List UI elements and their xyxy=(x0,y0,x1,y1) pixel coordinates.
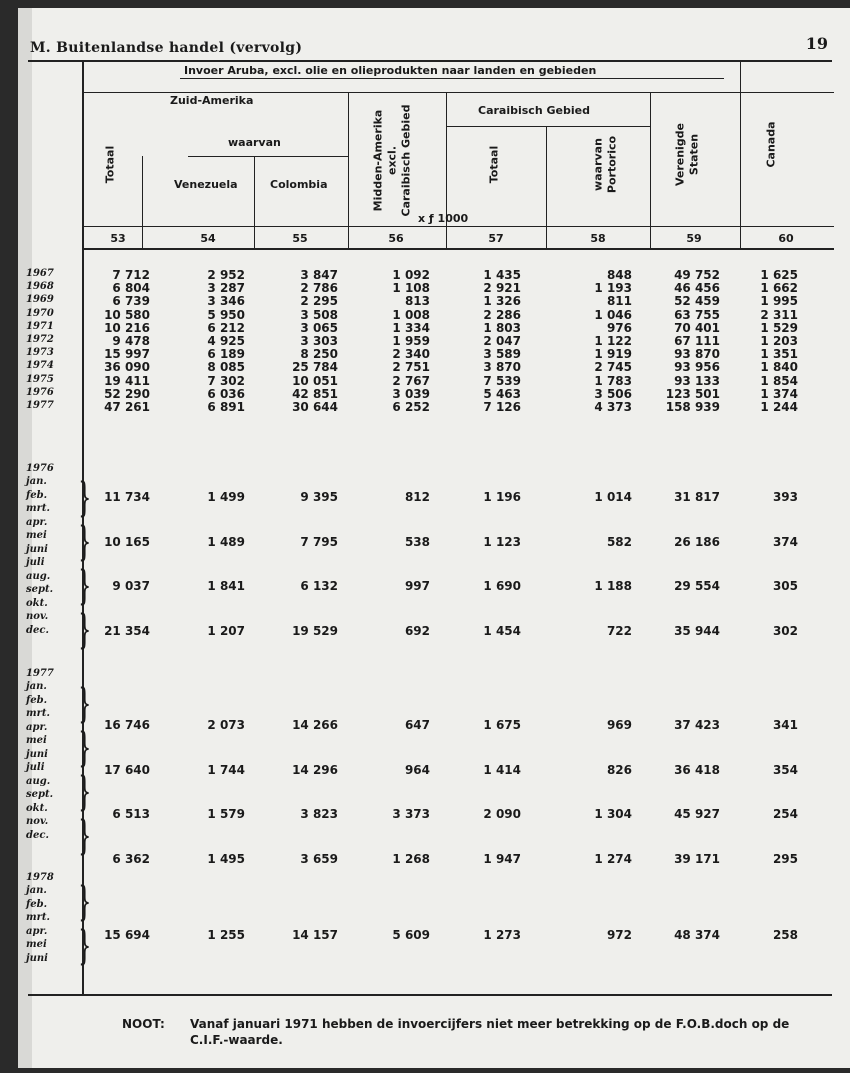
table-cell: 1 274 xyxy=(594,851,632,866)
table-cell: 9 037 xyxy=(112,579,150,593)
section-title: M. Buitenlandse handel (vervolg) xyxy=(30,40,303,56)
table-cell: 848 xyxy=(606,268,632,282)
table-cell: 1 268 xyxy=(392,851,430,866)
month-label: feb. xyxy=(26,898,48,910)
col-60-header: Canada xyxy=(764,121,778,168)
month-label: mei xyxy=(26,735,47,746)
table-cell: 1 529 xyxy=(760,320,798,335)
table-cell: 67 111 xyxy=(674,334,720,348)
col-56-header-line2: excl. xyxy=(385,145,399,176)
month-label: okt. xyxy=(26,597,48,609)
group-caraibisch: Caraibisch Gebied xyxy=(478,104,590,117)
table-cell: 1 207 xyxy=(207,623,245,638)
col-58-header-line2: Portorico xyxy=(605,135,619,194)
month-label: nov. xyxy=(26,816,49,827)
table-cell: 2 786 xyxy=(300,281,338,296)
table-cell: 6 804 xyxy=(112,281,150,296)
grouping-brace: } xyxy=(78,769,92,815)
table-cell: 8 085 xyxy=(207,360,245,375)
col-59-header-line1: Verenigde xyxy=(673,122,687,187)
table-cell: 158 939 xyxy=(665,400,720,414)
year-label: 1971 xyxy=(26,320,54,332)
table-cell: 16 746 xyxy=(104,718,150,732)
month-label: apr. xyxy=(26,721,48,733)
carib-group-rule xyxy=(446,126,650,127)
unit-rule xyxy=(84,226,834,227)
table-cell: 3 039 xyxy=(392,386,430,401)
col-divider-58 xyxy=(650,92,651,250)
table-cell: 5 950 xyxy=(207,307,245,322)
table-cell: 2 745 xyxy=(594,360,632,375)
table-cell: 6 132 xyxy=(300,579,338,593)
table-cell: 3 346 xyxy=(207,294,245,309)
table-cell: 7 539 xyxy=(483,373,521,388)
grouping-brace: } xyxy=(78,813,92,859)
table-cell: 15 997 xyxy=(104,347,150,362)
table-cell: 538 xyxy=(404,534,430,549)
month-label: dec. xyxy=(26,829,49,841)
table-cell: 1 244 xyxy=(760,400,798,414)
table-cell: 29 554 xyxy=(674,579,720,593)
unit-label: x ƒ 1000 xyxy=(418,212,469,225)
year-label: 1973 xyxy=(26,347,54,359)
table-cell: 3 373 xyxy=(392,807,430,821)
col-divider-57 xyxy=(546,126,547,250)
year-label-1976: 1976 xyxy=(26,463,54,474)
table-cell: 1 193 xyxy=(594,281,632,296)
table-cell: 123 501 xyxy=(665,386,720,401)
table-cell: 5 609 xyxy=(392,928,430,942)
month-label: apr. xyxy=(26,516,48,528)
col-56-header-line1: Midden-Amerika xyxy=(371,109,385,212)
table-cell: 26 186 xyxy=(674,534,720,549)
table-cell: 374 xyxy=(772,534,798,549)
table-cell: 1 454 xyxy=(483,623,521,638)
table-cell: 3 506 xyxy=(594,386,632,401)
table-cell: 49 752 xyxy=(674,268,720,282)
grouping-brace: } xyxy=(78,923,92,969)
table-cell: 1 841 xyxy=(207,579,245,593)
table-cell: 647 xyxy=(404,718,430,732)
month-label: nov. xyxy=(26,611,49,622)
table-cell: 341 xyxy=(772,718,798,732)
table-cell: 39 171 xyxy=(674,851,720,866)
table-cell: 1 579 xyxy=(207,807,245,821)
table-cell: 9 395 xyxy=(300,490,338,504)
table-cell: 42 851 xyxy=(292,386,338,401)
month-label: sept. xyxy=(26,789,54,800)
year-label: 1972 xyxy=(26,334,54,345)
col-54-header: Venezuela xyxy=(174,178,238,191)
table-cell: 5 463 xyxy=(483,386,521,401)
month-label: aug. xyxy=(26,570,51,582)
table-cell: 6 252 xyxy=(392,400,430,414)
table-cell: 35 944 xyxy=(674,623,720,638)
table-cell: 1 334 xyxy=(392,320,430,335)
table-cell: 19 411 xyxy=(104,373,150,388)
table-cell: 1 435 xyxy=(483,268,521,282)
waarvan-label: waarvan xyxy=(228,136,281,149)
table-cell: 3 659 xyxy=(300,851,338,866)
table-cell: 45 927 xyxy=(674,807,720,821)
grouping-brace: } xyxy=(78,725,92,771)
month-label: apr. xyxy=(26,925,48,937)
table-cell: 30 644 xyxy=(292,400,338,414)
table-cell: 1 304 xyxy=(594,807,632,821)
column-number: 56 xyxy=(388,232,404,245)
table-cell: 258 xyxy=(772,928,798,942)
table-cell: 11 734 xyxy=(104,490,150,504)
month-label: jan. xyxy=(26,885,47,896)
table-cell: 6 891 xyxy=(207,400,245,414)
month-label: mrt. xyxy=(26,503,50,514)
footnote-label: NOOT: xyxy=(122,1017,165,1031)
year-label: 1974 xyxy=(26,360,54,372)
table-cell: 52 459 xyxy=(674,294,720,309)
table-cell: 1 108 xyxy=(392,281,430,296)
table-cell: 63 755 xyxy=(674,307,720,322)
grouping-brace: } xyxy=(78,879,92,925)
table-cell: 48 374 xyxy=(674,928,720,942)
table-cell: 2 090 xyxy=(483,807,521,821)
col-55-header: Colombia xyxy=(270,178,328,191)
table-cell: 1 188 xyxy=(594,579,632,593)
table-cell: 8 250 xyxy=(300,347,338,362)
table-cell: 1 203 xyxy=(760,334,798,348)
table-cell: 7 795 xyxy=(300,534,338,549)
table-cell: 3 823 xyxy=(300,807,338,821)
column-number: 57 xyxy=(488,232,504,245)
table-cell: 17 640 xyxy=(104,762,150,777)
table-cell: 14 266 xyxy=(292,718,338,732)
table-cell: 14 296 xyxy=(292,762,338,777)
month-label: mrt. xyxy=(26,912,50,923)
table-cell: 21 354 xyxy=(104,623,150,638)
month-label: juli xyxy=(26,557,45,568)
month-label: mei xyxy=(26,939,47,950)
table-cell: 4 373 xyxy=(594,400,632,414)
table-cell: 52 290 xyxy=(104,386,150,401)
table-cell: 997 xyxy=(404,579,430,593)
table-cell: 93 870 xyxy=(674,347,720,362)
col-57-header: Totaal xyxy=(487,145,501,184)
table-cell: 93 956 xyxy=(674,360,720,375)
table-cell: 1 008 xyxy=(392,307,430,322)
year-label: 1967 xyxy=(26,268,54,279)
table-cell: 813 xyxy=(404,294,430,309)
table-cell: 6 189 xyxy=(207,347,245,362)
table-cell: 14 157 xyxy=(292,928,338,942)
table-cell: 3 589 xyxy=(483,347,521,362)
table-cell: 31 817 xyxy=(674,490,720,504)
column-number: 54 xyxy=(200,232,216,245)
year-label: 1968 xyxy=(26,281,54,293)
month-label: mei xyxy=(26,530,47,541)
column-number: 58 xyxy=(590,232,606,245)
title-bottom-rule xyxy=(180,78,724,79)
col-divider-55 xyxy=(348,92,349,250)
table-cell: 1 489 xyxy=(207,534,245,549)
table-cell: 7 126 xyxy=(483,400,521,414)
year-label: 1975 xyxy=(26,373,54,385)
waarvan-rule xyxy=(188,156,348,157)
month-label: jan. xyxy=(26,476,47,487)
table-cell: 6 212 xyxy=(207,320,245,335)
table-cell: 976 xyxy=(606,320,632,335)
table-cell: 1 326 xyxy=(483,294,521,309)
table-cell: 972 xyxy=(606,928,632,942)
column-number: 60 xyxy=(778,232,794,245)
table-cell: 1 273 xyxy=(483,928,521,942)
table-main-title: Invoer Aruba, excl. olie en olieprodukten naar landen en gebieden xyxy=(184,64,597,77)
table-cell: 70 401 xyxy=(674,320,720,335)
year-label: 1977 xyxy=(26,400,54,411)
group-zuid-amerika: Zuid-Amerika xyxy=(170,94,254,107)
table-cell: 2 286 xyxy=(483,307,521,322)
col-divider-56 xyxy=(446,92,447,250)
month-label: juni xyxy=(26,543,48,555)
table-cell: 2 952 xyxy=(207,268,245,282)
table-cell: 1 744 xyxy=(207,762,245,777)
table-cell: 305 xyxy=(772,579,798,593)
table-cell: 1 854 xyxy=(760,373,798,388)
table-bottom-rule xyxy=(28,994,832,996)
table-cell: 1 495 xyxy=(207,851,245,866)
table-cell: 47 261 xyxy=(104,400,150,414)
table-cell: 7 302 xyxy=(207,373,245,388)
table-cell: 36 418 xyxy=(674,762,720,777)
table-cell: 692 xyxy=(404,623,430,638)
table-cell: 1 122 xyxy=(594,334,632,348)
grouping-brace: } xyxy=(78,607,92,653)
table-cell: 1 351 xyxy=(760,347,798,362)
table-cell: 25 784 xyxy=(292,360,338,375)
column-number: 53 xyxy=(110,232,126,245)
table-cell: 1 690 xyxy=(483,579,521,593)
table-cell: 3 287 xyxy=(207,281,245,296)
table-cell: 1 499 xyxy=(207,490,245,504)
table-cell: 93 133 xyxy=(674,373,720,388)
table-cell: 37 423 xyxy=(674,718,720,732)
table-cell: 10 165 xyxy=(104,534,150,549)
table-cell: 6 036 xyxy=(207,386,245,401)
table-cell: 3 065 xyxy=(300,320,338,335)
table-cell: 2 767 xyxy=(392,373,430,388)
footnote-text: Vanaf januari 1971 hebben de invoercijfers niet meer betrekking op de F.O.B.doch op de C.I.F.-waarde. xyxy=(190,1017,790,1047)
table-cell: 1 675 xyxy=(483,718,521,732)
table-cell: 3 847 xyxy=(300,268,338,282)
year-label: 1970 xyxy=(26,307,54,319)
col-divider-54 xyxy=(254,156,255,250)
month-label: aug. xyxy=(26,775,51,787)
table-cell: 1 123 xyxy=(483,534,521,549)
table-cell: 6 362 xyxy=(112,851,150,866)
table-cell: 393 xyxy=(772,490,798,504)
table-cell: 964 xyxy=(404,762,430,777)
table-cell: 354 xyxy=(772,762,798,777)
table-cell: 3 870 xyxy=(483,360,521,375)
grouping-brace: } xyxy=(78,563,92,609)
table-cell: 2 073 xyxy=(207,718,245,732)
table-cell: 46 456 xyxy=(674,281,720,296)
table-cell: 6 513 xyxy=(112,807,150,821)
table-cell: 1 803 xyxy=(483,320,521,335)
month-label: sept. xyxy=(26,584,54,595)
year-label: 1976 xyxy=(26,386,54,398)
colnum-rule xyxy=(84,248,834,250)
table-top-rule xyxy=(28,60,832,62)
table-cell: 1 947 xyxy=(483,851,521,866)
table-cell: 1 196 xyxy=(483,490,521,504)
month-label: feb. xyxy=(26,489,48,501)
table-cell: 2 751 xyxy=(392,360,430,375)
table-cell: 1 919 xyxy=(594,347,632,362)
column-number: 59 xyxy=(686,232,702,245)
table-cell: 4 925 xyxy=(207,334,245,348)
month-label: juni xyxy=(26,748,48,760)
table-cell: 36 090 xyxy=(104,360,150,375)
column-number: 55 xyxy=(292,232,308,245)
table-cell: 6 739 xyxy=(112,294,150,309)
table-cell: 3 508 xyxy=(300,307,338,322)
table-cell: 1 625 xyxy=(760,268,798,282)
table-cell: 10 051 xyxy=(292,373,338,388)
month-label: dec. xyxy=(26,624,49,636)
table-cell: 1 959 xyxy=(392,334,430,348)
year-label: 1969 xyxy=(26,294,54,306)
table-cell: 254 xyxy=(772,807,798,821)
table-cell: 582 xyxy=(606,534,632,549)
table-cell: 3 303 xyxy=(300,334,338,348)
month-label: feb. xyxy=(26,694,48,706)
table-cell: 812 xyxy=(404,490,430,504)
grouping-brace: } xyxy=(78,681,92,727)
table-cell: 1 995 xyxy=(760,294,798,309)
month-label: juli xyxy=(26,762,45,773)
table-cell: 1 414 xyxy=(483,762,521,777)
table-cell: 1 092 xyxy=(392,268,430,282)
table-cell: 722 xyxy=(606,623,632,638)
col-53-header: Totaal xyxy=(103,145,117,184)
month-label: juni xyxy=(26,952,48,964)
page-number: 19 xyxy=(805,34,828,53)
table-cell: 10 580 xyxy=(104,307,150,322)
table-cell: 1 374 xyxy=(760,386,798,401)
table-cell: 1 046 xyxy=(594,307,632,322)
table-cell: 19 529 xyxy=(292,623,338,638)
table-cell: 7 712 xyxy=(112,268,150,282)
col-divider-59 xyxy=(740,62,741,250)
table-cell: 1 662 xyxy=(760,281,798,296)
table-cell: 1 255 xyxy=(207,928,245,942)
table-cell: 2 921 xyxy=(483,281,521,296)
table-cell: 2 340 xyxy=(392,347,430,362)
table-cell: 826 xyxy=(606,762,632,777)
table-cell: 811 xyxy=(606,294,632,309)
table-cell: 2 311 xyxy=(760,307,798,322)
grouping-brace: } xyxy=(78,519,92,565)
table-cell: 295 xyxy=(772,851,798,866)
document-page xyxy=(18,8,850,1068)
table-cell: 2 047 xyxy=(483,334,521,348)
month-label: jan. xyxy=(26,681,47,692)
table-cell: 302 xyxy=(772,623,798,638)
year-label-1978: 1978 xyxy=(26,872,54,883)
grouping-brace: } xyxy=(78,475,92,521)
year-label-1977: 1977 xyxy=(26,668,54,679)
month-label: okt. xyxy=(26,802,48,814)
month-label: mrt. xyxy=(26,708,50,719)
col-58-header-line1: waarvan xyxy=(591,138,605,191)
col-56-header-line3: Caraibisch Gebied xyxy=(399,104,413,217)
table-cell: 1 014 xyxy=(594,490,632,504)
col-59-header-line2: Staten xyxy=(687,133,701,176)
table-cell: 15 694 xyxy=(104,928,150,942)
table-cell: 1 783 xyxy=(594,373,632,388)
group-top-rule xyxy=(84,92,834,93)
table-cell: 9 478 xyxy=(112,334,150,348)
table-cell: 10 216 xyxy=(104,320,150,335)
table-cell: 969 xyxy=(606,718,632,732)
table-cell: 2 295 xyxy=(300,294,338,309)
table-cell: 1 840 xyxy=(760,360,798,375)
